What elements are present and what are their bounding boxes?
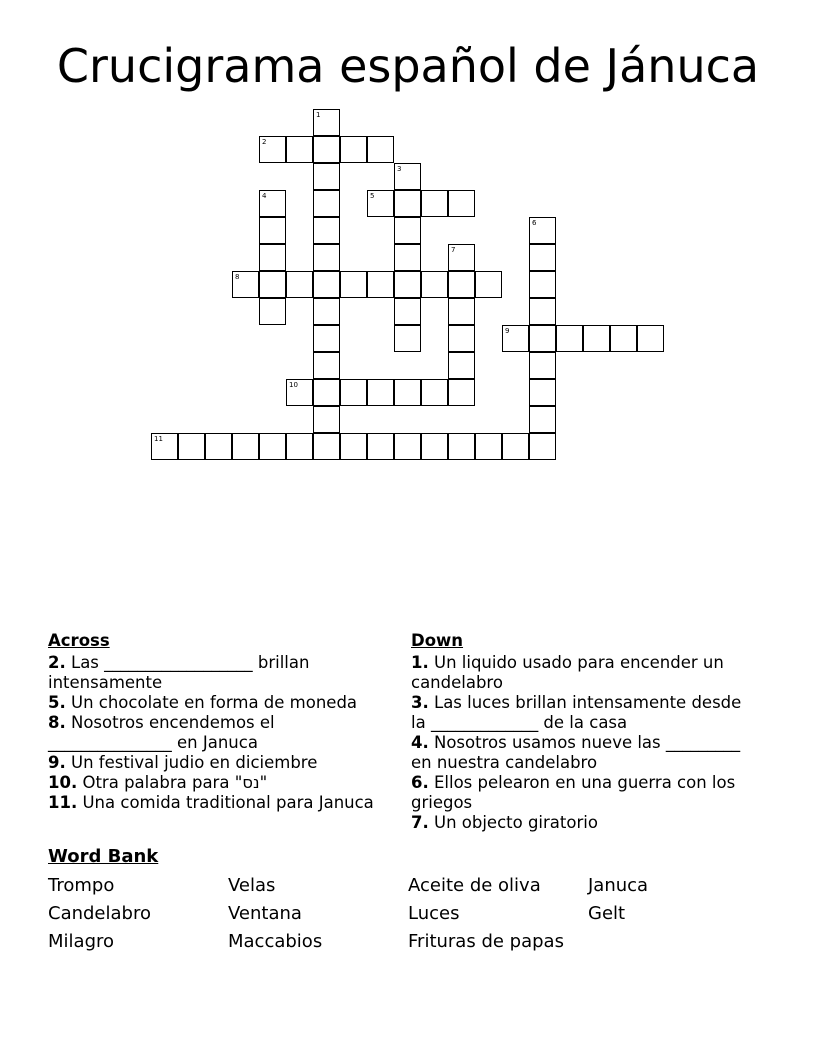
clue-num: 3. xyxy=(411,693,429,712)
crossword-cell[interactable] xyxy=(286,433,313,460)
clue-num: 1. xyxy=(411,653,429,672)
clue-number: 3 xyxy=(397,165,402,173)
clue-num: 10. xyxy=(48,773,78,792)
crossword-cell[interactable] xyxy=(529,379,556,406)
down-clue xyxy=(411,653,751,693)
crossword-cell[interactable] xyxy=(448,190,475,217)
crossword-cell[interactable] xyxy=(367,379,394,406)
word-bank-word: Ventana xyxy=(228,903,302,924)
crossword-cell[interactable] xyxy=(502,433,529,460)
crossword-cell[interactable] xyxy=(367,433,394,460)
crossword-cell[interactable] xyxy=(610,325,637,352)
crossword-cell[interactable] xyxy=(178,433,205,460)
crossword-cell[interactable] xyxy=(475,271,502,298)
crossword-cell[interactable] xyxy=(286,136,313,163)
across-clue xyxy=(48,693,398,713)
crossword-cell[interactable] xyxy=(367,190,394,217)
crossword-cell[interactable] xyxy=(394,163,421,190)
word-bank-word: Aceite de oliva xyxy=(408,875,541,896)
crossword-cell[interactable] xyxy=(340,379,367,406)
across-clues xyxy=(48,631,398,813)
crossword-cell[interactable] xyxy=(448,433,475,460)
clue-number: 5 xyxy=(370,192,375,200)
clue-text: Nosotros usamos nueve las _________ en nuestra candelabro xyxy=(411,733,741,772)
page-title: Crucigrama español de Jánuca xyxy=(56,39,760,93)
word-bank-word: Milagro xyxy=(48,931,115,952)
clue-number: 9 xyxy=(505,327,510,335)
across-clue xyxy=(48,773,398,793)
word-bank-word: Frituras de papas xyxy=(408,931,564,952)
crossword-cell[interactable] xyxy=(259,217,286,244)
crossword-cell[interactable] xyxy=(259,136,286,163)
crossword-cell[interactable] xyxy=(502,325,529,352)
crossword-cell[interactable] xyxy=(313,136,340,163)
crossword-cell[interactable] xyxy=(529,325,556,352)
crossword-cell[interactable] xyxy=(340,433,367,460)
clue-text: Un festival judio en diciembre xyxy=(65,753,318,772)
crossword-cell[interactable] xyxy=(529,217,556,244)
crossword-cell[interactable] xyxy=(367,136,394,163)
crossword-cell[interactable] xyxy=(637,325,664,352)
crossword-cell[interactable] xyxy=(583,325,610,352)
crossword-cell[interactable] xyxy=(340,136,367,163)
crossword-cell[interactable] xyxy=(313,379,340,406)
clue-num: 5. xyxy=(48,693,66,712)
crossword-cell[interactable] xyxy=(529,271,556,298)
crossword-cell[interactable] xyxy=(313,325,340,352)
crossword-cell[interactable] xyxy=(394,190,421,217)
clue-text: Un objecto giratorio xyxy=(428,813,598,832)
word-bank-word: Maccabios xyxy=(228,931,323,952)
crossword-cell[interactable] xyxy=(394,244,421,271)
clue-num: 8. xyxy=(48,713,66,732)
crossword-cell[interactable] xyxy=(448,298,475,325)
crossword-cell[interactable] xyxy=(313,163,340,190)
crossword-cell[interactable] xyxy=(367,271,394,298)
crossword-grid xyxy=(0,0,816,470)
clue-text: Una comida traditional para Januca xyxy=(77,793,374,812)
crossword-cell[interactable] xyxy=(313,406,340,433)
crossword-cell[interactable] xyxy=(313,271,340,298)
clue-number: 7 xyxy=(451,246,456,254)
down-heading: Down xyxy=(411,631,464,650)
word-bank-word: Velas xyxy=(228,875,276,896)
crossword-cell[interactable] xyxy=(286,379,313,406)
word-bank-word: Luces xyxy=(408,903,460,924)
clue-num: 7. xyxy=(411,813,429,832)
clue-number: 6 xyxy=(532,219,537,227)
crossword-cell[interactable] xyxy=(448,244,475,271)
clue-number: 2 xyxy=(262,138,267,146)
across-clue-list xyxy=(48,653,398,813)
crossword-cell[interactable] xyxy=(259,433,286,460)
across-clue xyxy=(48,713,398,753)
down-clue xyxy=(411,813,751,833)
clue-num: 4. xyxy=(411,733,429,752)
crossword-cell[interactable] xyxy=(313,109,340,136)
crossword-cell[interactable] xyxy=(313,433,340,460)
crossword-cell[interactable] xyxy=(394,433,421,460)
crossword-cell[interactable] xyxy=(421,379,448,406)
clue-text: Nosotros encendemos el _______________ en Januca xyxy=(48,713,275,752)
clue-number: 1 xyxy=(316,111,321,119)
clue-text: Otra palabra para "נס" xyxy=(77,773,268,792)
across-clue xyxy=(48,753,398,773)
crossword-cell[interactable] xyxy=(313,190,340,217)
crossword-cell[interactable] xyxy=(259,190,286,217)
crossword-cell[interactable] xyxy=(421,433,448,460)
crossword-cell[interactable] xyxy=(421,190,448,217)
word-bank-word: Candelabro xyxy=(48,903,151,924)
crossword-cell[interactable] xyxy=(529,298,556,325)
crossword-cell[interactable] xyxy=(394,325,421,352)
down-clue xyxy=(411,733,751,773)
across-clue xyxy=(48,653,398,693)
crossword-cell[interactable] xyxy=(421,271,448,298)
crossword-cell[interactable] xyxy=(448,271,475,298)
crossword-cell[interactable] xyxy=(313,217,340,244)
clue-num: 2. xyxy=(48,653,66,672)
crossword-cell[interactable] xyxy=(340,271,367,298)
crossword-cell[interactable] xyxy=(529,406,556,433)
crossword-cell[interactable] xyxy=(448,379,475,406)
clue-number: 8 xyxy=(235,273,240,281)
crossword-cell[interactable] xyxy=(259,244,286,271)
crossword-cell[interactable] xyxy=(529,244,556,271)
down-clue xyxy=(411,693,751,733)
crossword-cell[interactable] xyxy=(313,352,340,379)
crossword-cell[interactable] xyxy=(286,271,313,298)
word-bank-word: Januca xyxy=(588,875,649,896)
crossword-cell[interactable] xyxy=(556,325,583,352)
crossword-cell[interactable] xyxy=(394,379,421,406)
clue-text: Un liquido usado para encender un candelabro xyxy=(411,653,724,692)
clue-text: Las luces brillan intensamente desde la _____________ de la casa xyxy=(411,693,742,732)
crossword-cell[interactable] xyxy=(313,298,340,325)
crossword-cell[interactable] xyxy=(205,433,232,460)
clue-number: 11 xyxy=(154,435,163,443)
crossword-cell[interactable] xyxy=(529,433,556,460)
word-bank-word: Gelt xyxy=(588,903,626,924)
clue-number: 10 xyxy=(289,381,298,389)
crossword-cell[interactable] xyxy=(448,352,475,379)
clue-num: 6. xyxy=(411,773,429,792)
down-clues xyxy=(411,631,751,833)
across-clue xyxy=(48,793,398,813)
clue-text: Un chocolate en forma de moneda xyxy=(65,693,358,712)
down-clue xyxy=(411,773,751,813)
across-heading: Across xyxy=(48,631,110,650)
crossword-cell[interactable] xyxy=(232,433,259,460)
crossword-cell[interactable] xyxy=(259,271,286,298)
word-bank-heading: Word Bank xyxy=(48,846,159,867)
crossword-cell[interactable] xyxy=(259,298,286,325)
clue-text: Las __________________ brillan intensamente xyxy=(48,653,310,692)
clue-num: 9. xyxy=(48,753,66,772)
crossword-cell[interactable] xyxy=(394,271,421,298)
crossword-cell[interactable] xyxy=(475,433,502,460)
clue-number: 4 xyxy=(262,192,267,200)
crossword-cell[interactable] xyxy=(448,325,475,352)
crossword-cell[interactable] xyxy=(151,433,178,460)
crossword-cell[interactable] xyxy=(313,244,340,271)
crossword-cell[interactable] xyxy=(394,217,421,244)
clue-text: Ellos pelearon en una guerra con los griegos xyxy=(411,773,736,812)
crossword-cell[interactable] xyxy=(529,352,556,379)
clue-num: 11. xyxy=(48,793,78,812)
word-bank-word: Trompo xyxy=(48,875,115,896)
crossword-cell[interactable] xyxy=(394,298,421,325)
down-clue-list xyxy=(411,653,751,833)
crossword-cell[interactable] xyxy=(232,271,259,298)
